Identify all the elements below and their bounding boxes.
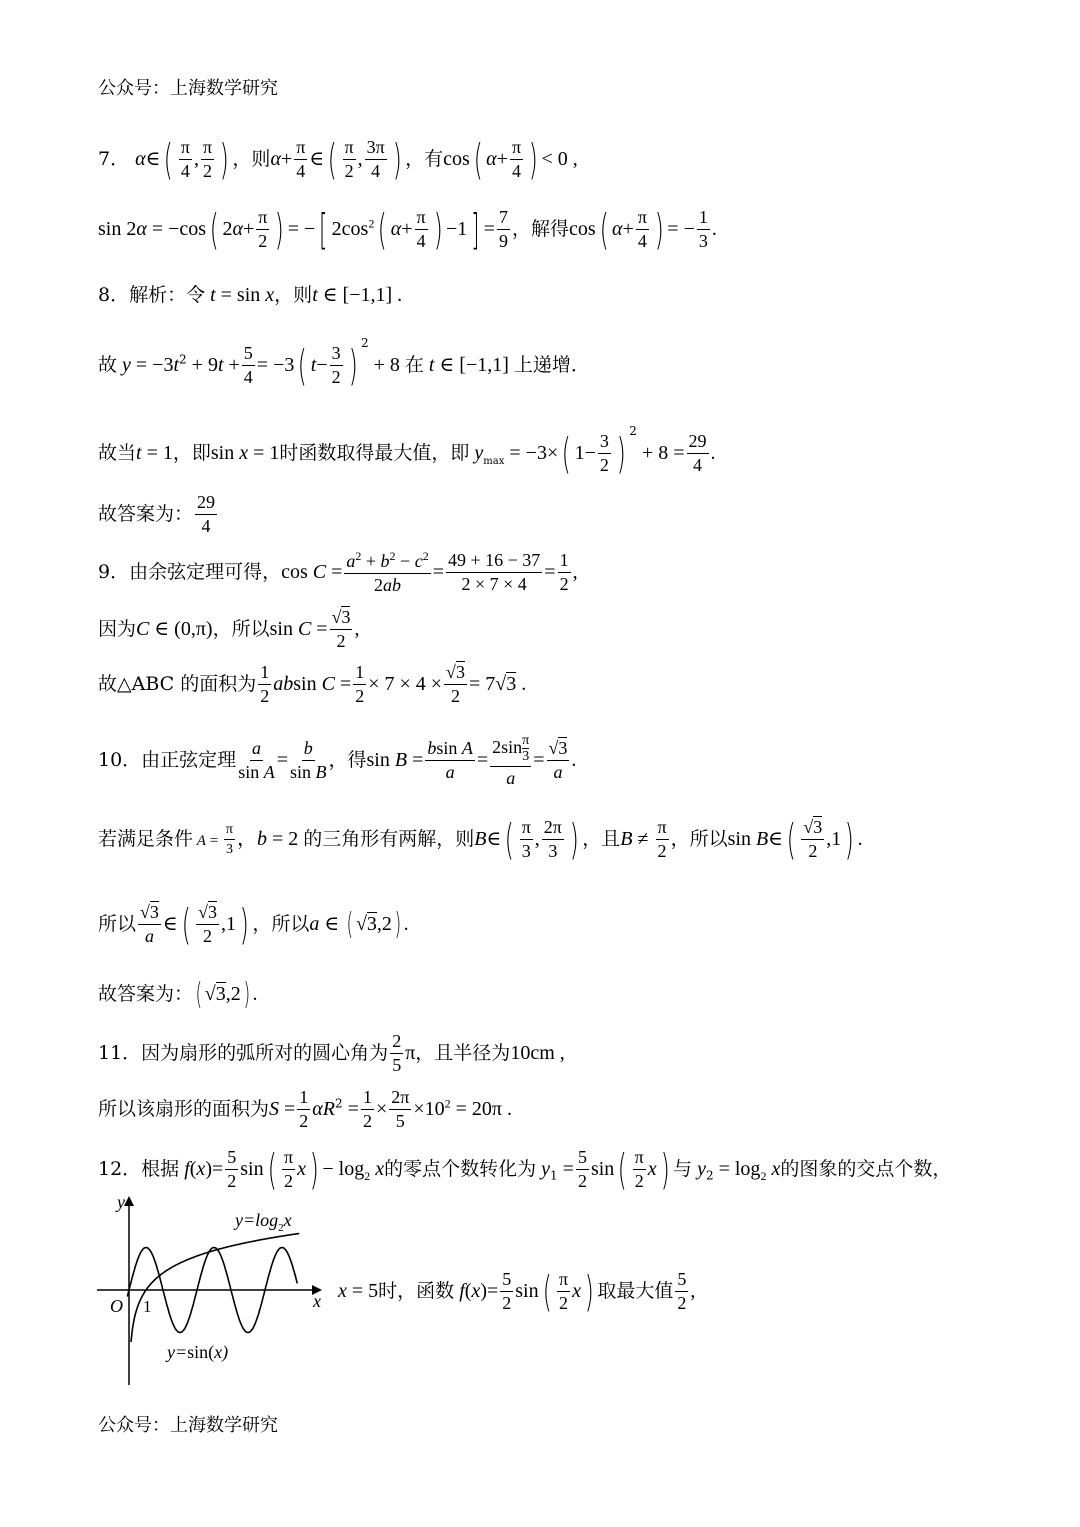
p10-answer-label: 故答案为： (98, 983, 194, 1005)
p9-so: ，所以 (212, 617, 270, 640)
problem-12-line-1: 12．根据 f(x)= $\frac{5}{2}$ sin( $\frac{\pi}{2}$ $x) - \log_2 x$的零点个数转化为 $y_1$ = $\frac{5}{2}$ sin( $\frac{\pi}{2}$ x) 与 $y_2 = \log_2 x$的图象的交点个数， (98, 1144, 952, 1194)
p11-line1: 11．因为扇形的弧所对的圆心角为 (98, 1041, 389, 1064)
page-footer: 公众号：上海数学研究 (98, 1415, 278, 1436)
problem-10-answer: 故答案为：( √3,2) . (98, 977, 258, 1012)
p11-line2: 所以该扇形的面积为 (98, 1097, 270, 1120)
p12-intersect: 的图象的交点个数， (780, 1157, 952, 1180)
p10-so: ，所以 (670, 827, 728, 850)
p8-ie: ，即 (172, 442, 211, 464)
problem-10-line-3: 所以 $\frac{√3}{a}$ ∈( $\frac{√3}{2}$ ,1) ，所以a ∈ ( √3,2) . (98, 899, 409, 949)
p10-so3: ，所以 (252, 912, 310, 935)
problem-9-line-1: 9．由余弦定理可得，cos C = $\frac{a^2 + b^2 - c^2}{2ab}$ = $\frac{49 + 16 - 37}{2 \times 7 \times 4}$ = $\frac{1}{2}$ , (98, 549, 578, 595)
problem-8-line-1: 8．解析：令 t = sin x，则t ∈ [−1,1] . (98, 284, 403, 306)
p8-maxat: 时函数取得最大值，即 (279, 442, 470, 464)
p8-when: 故当 (98, 442, 137, 464)
log-curve-label: $y=\log_2x$ (235, 1210, 292, 1234)
problem-12-line-2: x = 5时，函数 f(x)= $\frac{5}{2}$ sin( $\frac{\pi}{2}$ x) 取最大值 $\frac{5}{2}$ , (338, 1266, 696, 1316)
p9-because: 因为 (98, 617, 137, 640)
p12-maxval: 取最大值 (597, 1279, 674, 1302)
tick-one-label: 1 (143, 1297, 152, 1316)
p7-number: 7． (98, 147, 130, 170)
p7-have: ，有 (405, 147, 444, 170)
log-curve (131, 1234, 299, 1343)
problem-9-line-3: 故△ABC 的面积为 $\frac{1}{2}$ absin C = $\frac{1}{2}$ × 7 × 4 × $\frac{√3}{2}$ = 7√3 . (98, 662, 527, 706)
p11-radius: 10cm (510, 1041, 555, 1064)
problem-11-line-1: 11．因为扇形的弧所对的圆心角为 $\frac{2}{5}$ π，且半径为10cm , (98, 1031, 565, 1075)
p11-line1b: ，且半径为 (415, 1041, 511, 1064)
p12-with: 与 (673, 1157, 693, 1180)
problem-7-line-2: sin 2α = −cos( 2α+ $\frac{\pi}{2}$ ) = −[ $2\cos^2$( α+ $\frac{\pi}{4}$ ) −1] = $\frac{7}{9}$ ，解得cos( α+ $\frac{\pi}{4}$ ) = − $\frac{1}{3}$ . (98, 204, 717, 254)
p7-then: ，则 (232, 147, 271, 170)
p12-trans: 的零点个数转化为 (384, 1157, 537, 1180)
problem-9-line-2: 因为C ∈ (0,π)，所以sin C = $\frac{√3}{2}$ , (98, 607, 360, 651)
sine-curve-label: y=sin(x) (167, 1342, 229, 1362)
p8-so: 故 (98, 354, 118, 376)
p8-incr: 上递增． (513, 354, 590, 376)
p10-get: ，得 (328, 748, 367, 771)
p8-answer-label: 故答案为： (98, 502, 194, 525)
p8-number: 8．解析：令 (98, 284, 206, 306)
problem-8-line-3: 故当t = 1，即sin x = 1时函数取得最大值，即 $y_{max} = -3\times$( 1− $\frac{3}{2}$ ) $^2$ + 8 = $\frac{29}{4}$ . (98, 424, 716, 478)
page-header: 公众号：上海数学研究 (98, 78, 278, 99)
p10-cond: 若满足条件 (98, 827, 194, 850)
problem-11-line-2: 所以该扇形的面积为S = $\frac{1}{2}$ $\alpha R^2$ = $\frac{1}{2}$ × $\frac{2\pi}{5}$ $\times 10^2 = 20\pi$ . (98, 1087, 512, 1131)
p10-two: 的三角形有两解，则 (303, 827, 475, 850)
problem-7-line-1: 7． α∈( $\frac{\pi}{4}$ , $\frac{\pi}{2}$ ) ，则α+ $\frac{\pi}{4}$ ∈( $\frac{\pi}{2}$ , $\frac{3\pi}{4}$ ) ，有cos( α+ $\frac{\pi}{4}$ ) < 0 , (98, 134, 578, 184)
y-axis-label: y (117, 1192, 125, 1212)
origin-label: O (110, 1296, 123, 1316)
problem-10-line-1: 10．由正弦定理 $\frac{a}{\text{sin A}}$ = $\frac{b}{\text{sin B}}$ ，得sin B = $\frac{\text{bsin A}}{a}$ = 2sin $\frac{\pi}{3}$ a = $\frac{√3}{a}$ . (98, 733, 577, 788)
p10-number: 10．由正弦定理 (98, 748, 237, 771)
p12-x5: 时，函数 (378, 1279, 455, 1302)
problem-8-line-2: 故 $y = -3t^2 + 9t$ + $\frac{5}{4}$ = −3( t− $\frac{3}{2}$ ) $^2$ + 8 在 t ∈ [−1,1] 上递增． (98, 336, 590, 390)
p9-number: 9．由余弦定理可得， (98, 560, 282, 583)
p12-number: 12．根据 (98, 1157, 180, 1180)
problem-10-line-2: 若满足条件 A = $\frac{\pi}{3}$ ，b = 2 的三角形有两解，则B∈( $\frac{\pi}{3}$ , $\frac{2\pi}{3}$ ) ，且B ≠ $\frac{\pi}{2}$ ，所以sin B∈( $\frac{√3}{2}$ ,1) . (98, 814, 863, 864)
p9-area: 故△ABC 的面积为 (98, 672, 257, 695)
function-graph (95, 1190, 335, 1390)
y-axis-arrow (124, 1196, 134, 1206)
problem-8-answer: 故答案为： $\frac{29}{4}$ (98, 492, 216, 536)
p10-and: ，且 (582, 827, 621, 850)
p7-solve: ，解得 (511, 217, 569, 240)
p8-in: 在 (404, 354, 424, 376)
p10-so2: 所以 (98, 912, 137, 935)
x-axis-label: x (313, 1291, 321, 1311)
p8-then: ，则 (274, 284, 313, 306)
